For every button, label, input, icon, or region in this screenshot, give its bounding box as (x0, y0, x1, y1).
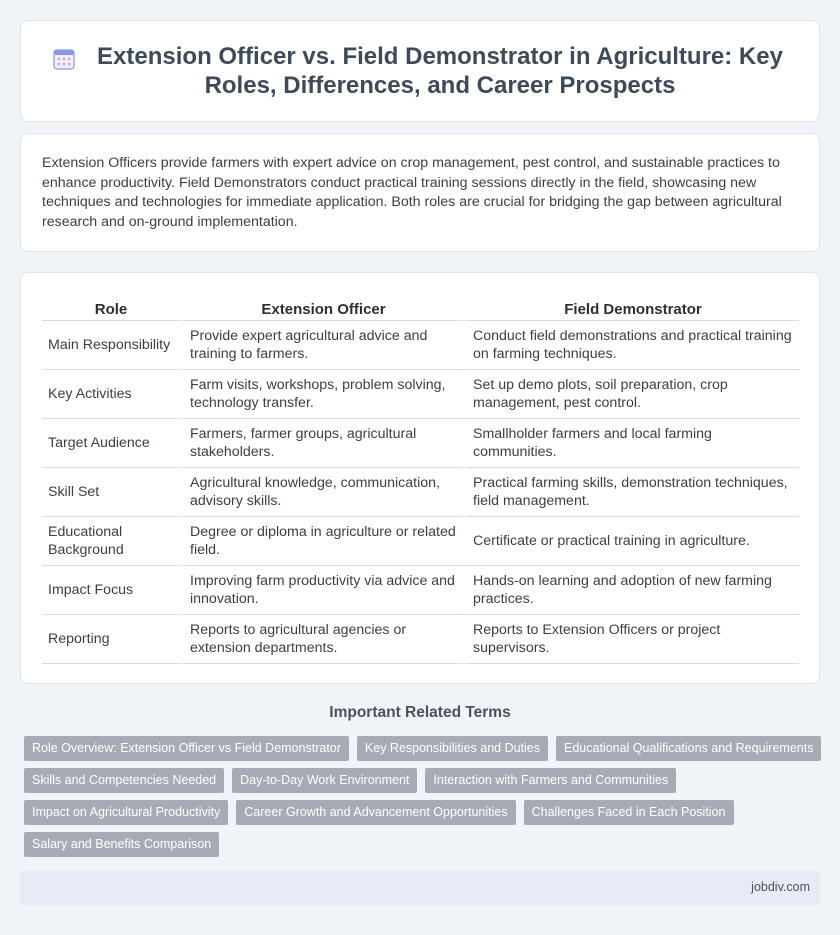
related-terms-list (24, 736, 824, 864)
extension-officer-cell: Agricultural knowledge, communication, advisory skills. (180, 468, 463, 517)
header-role: Role (42, 295, 180, 321)
extension-officer-cell: Provide expert agricultural advice and training to farmers. (180, 321, 463, 370)
table-row (42, 419, 799, 468)
table-row (42, 566, 799, 615)
comparison-card (20, 272, 820, 684)
row-label: Key Activities (42, 370, 180, 419)
row-label: Main Responsibility (42, 321, 180, 370)
related-term-tag[interactable]: Key Responsibilities and Duties (357, 736, 548, 761)
intro-card (20, 133, 820, 252)
related-term-tag[interactable]: Interaction with Farmers and Communities (425, 768, 676, 793)
related-term-tag[interactable]: Educational Qualifications and Requirements (556, 736, 821, 761)
comparison-table (42, 295, 799, 664)
row-label: Impact Focus (42, 566, 180, 615)
extension-officer-cell: Farm visits, workshops, problem solving, technology transfer. (180, 370, 463, 419)
row-label: Reporting (42, 615, 180, 664)
related-term-tag[interactable]: Salary and Benefits Comparison (24, 832, 219, 857)
field-demonstrator-cell: Hands-on learning and adoption of new farming practices. (463, 566, 799, 615)
extension-officer-cell: Degree or diploma in agriculture or related field. (180, 517, 463, 566)
field-demonstrator-cell: Conduct field demonstrations and practical training on farming techniques. (463, 321, 799, 370)
table-row (42, 321, 799, 370)
page-title: Extension Officer vs. Field Demonstrator in Agriculture: Key Roles, Differences, and Career Prospects (97, 43, 783, 99)
table-header-row (42, 295, 799, 321)
header-field-demonstrator: Field Demonstrator (463, 295, 799, 321)
header-extension-officer: Extension Officer (180, 295, 463, 321)
table-row (42, 468, 799, 517)
footer-site-link[interactable]: jobdiv.com (751, 880, 810, 894)
table-row (42, 517, 799, 566)
extension-officer-cell: Improving farm productivity via advice and innovation. (180, 566, 463, 615)
related-terms-title: Important Related Terms (329, 704, 511, 721)
related-term-tag[interactable]: Role Overview: Extension Officer vs Field Demonstrator (24, 736, 349, 761)
field-demonstrator-cell: Reports to Extension Officers or project supervisors. (463, 615, 799, 664)
row-label: Target Audience (42, 419, 180, 468)
intro-paragraph: Extension Officers provide farmers with expert advice on crop management, pest control, and sustainable practices to enhance productivity. Field Demonstrators conduct practical training sessions directly in the field, showcasing new techniques and technologies for immediate application. Both roles are crucial for bridging the gap between agricultural research and on-ground implementation. (42, 155, 782, 230)
extension-officer-cell: Farmers, farmer groups, agricultural stakeholders. (180, 419, 463, 468)
table-row (42, 615, 799, 664)
field-demonstrator-cell: Smallholder farmers and local farming communities. (463, 419, 799, 468)
row-label: Skill Set (42, 468, 180, 517)
related-term-tag[interactable]: Impact on Agricultural Productivity (24, 800, 228, 825)
related-term-tag[interactable]: Career Growth and Advancement Opportunities (236, 800, 515, 825)
field-demonstrator-cell: Practical farming skills, demonstration techniques, field management. (463, 468, 799, 517)
title-card (20, 20, 820, 122)
row-label: Educational Background (42, 517, 180, 566)
related-term-tag[interactable]: Day-to-Day Work Environment (232, 768, 417, 793)
field-demonstrator-cell: Certificate or practical training in agriculture. (463, 517, 799, 566)
related-term-tag[interactable]: Skills and Competencies Needed (24, 768, 224, 793)
table-row (42, 370, 799, 419)
related-term-tag[interactable]: Challenges Faced in Each Position (524, 800, 734, 825)
field-demonstrator-cell: Set up demo plots, soil preparation, crop management, pest control. (463, 370, 799, 419)
footer (20, 871, 820, 905)
extension-officer-cell: Reports to agricultural agencies or extension departments. (180, 615, 463, 664)
